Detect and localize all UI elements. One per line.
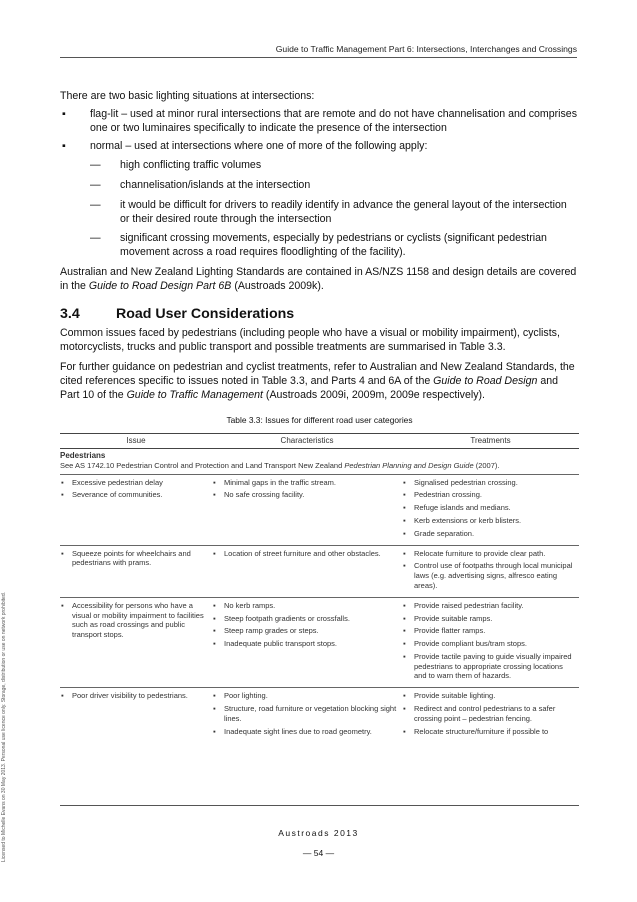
list-item: ▪ Poor lighting. [213,691,268,701]
square-bullet-icon: ▪ [213,490,216,500]
dash-item: — high conflicting traffic volumes [90,159,262,172]
list-item: ▪ Inadequate sight lines due to road geometry. [213,726,372,736]
list-item: ▪ Excessive pedestrian delay [61,477,163,487]
table-caption: Table 3.3: Issues for different road user categories [226,415,413,426]
square-bullet-icon: ▪ [61,548,64,558]
guide-reference: Guide to Road Design Part 6B [88,279,232,292]
list-item: ▪ Relocate furniture to provide clear path. [403,548,546,558]
table-row [60,597,579,688]
square-bullet-icon: ▪ [213,639,216,649]
square-bullet-icon: ▪ [61,490,64,500]
list-item: ▪ Poor driver visibility to pedestrians. [61,691,188,701]
header-characteristics: Characteristics [212,434,402,449]
footer-publisher: Austroads 2013 [278,828,359,838]
list-item: ▪ Inadequate public transport stops. [213,639,337,649]
square-bullet-icon: ▪ [213,548,216,558]
list-item: ▪ Signalised pedestrian crossing. [403,477,518,487]
list-item: ▪ No safe crossing facility. [213,490,305,500]
list-item: ▪ Provide flatter ramps. [403,626,486,636]
list-item: ▪ Provide tactile paving to guide visually impaired pedestrians to appropriate crossing locations and to warn them of hazards. [403,651,572,681]
list-item: ▪ Steep footpath gradients or crossfalls. [213,613,350,623]
square-bullet-icon: ▪ [403,548,406,558]
dash-item: — channelisation/islands at the intersection [90,178,311,191]
list-item: ▪ Minimal gaps in the traffic stream. [213,477,336,487]
header-issue: Issue [60,434,212,449]
table-row [60,545,579,597]
licence-watermark: Licensed to Michelle Evans on 30 May 2013. Personal use licence only. Storage, distribution or use on network prohibited. [1,591,7,862]
normal-conditions-list [60,159,579,260]
square-bullet-icon: ▪ [213,626,216,636]
square-bullet-icon: ▪ [213,704,216,714]
group-title: Pedestrians [60,450,106,460]
square-bullet-icon: ▪ [61,477,64,487]
square-bullet-icon: ▪ [213,613,216,623]
section-paragraph-2: For further guidance on pedestrian and cyclist treatments, refer to Australian and New Zealand Standards, the cited references specific to issues noted in Table 3.3, and Parts 4 and 6A of the Guide to Road Design and Part 10 of the Guide to Traffic Management (Austroads 2009i, 2009m, 2009e respectively). [60,360,575,401]
square-bullet-icon: ▪ [403,613,406,623]
cell-issues [60,688,212,743]
cell-characteristics [212,688,402,743]
list-item: ▪ Accessibility for persons who have a visual or mobility impairment to facilities such as road crossings and public transport stops. [61,600,204,640]
square-bullet-icon: ▪ [61,600,64,610]
square-bullet-icon: ▪ [403,503,406,513]
group-reference: See AS 1742.10 Pedestrian Control and Protection and Land Transport New Zealand Pedestrian Planning and Design Guide (2007). [60,460,500,470]
square-bullet-icon: ▪ [403,704,406,714]
dash-icon: — [90,159,101,172]
list-item: ▪ Provide suitable lighting. [403,691,496,701]
square-bullet-icon: ▪ [213,726,216,736]
list-item: ▪ Structure, road furniture or vegetation blocking sight lines. [213,704,397,723]
running-header: Guide to Traffic Management Part 6: Intersections, Interchanges and Crossings [60,44,577,58]
list-item: ▪ Kerb extensions or kerb blisters. [403,515,522,525]
dash-item: — significant crossing movements, especially by pedestrians or cyclists (significant pedestrian movement across a road requires floodlighting of the facility). [90,232,547,259]
square-bullet-icon: ▪ [62,107,66,120]
table-row [60,474,579,545]
cell-characteristics [212,474,402,545]
section-number: 3.4 [60,305,80,322]
page-number: — 54 — [302,848,335,858]
list-item: ▪ Provide raised pedestrian facility. [403,600,524,610]
square-bullet-icon: ▪ [403,490,406,500]
list-item: ▪ No kerb ramps. [213,600,276,610]
footer-rule [60,805,579,806]
cell-characteristics [212,545,402,597]
cell-treatments [402,474,579,545]
square-bullet-icon: ▪ [62,140,66,153]
square-bullet-icon: ▪ [403,626,406,636]
square-bullet-icon: ▪ [403,639,406,649]
list-item: ▪ Severance of communities. [61,490,163,500]
list-item: ▪ Relocate structure/furniture if possible to [403,726,549,736]
bullet-normal: ▪ normal – used at intersections where one of more of the following apply: — high conflicting traffic volumes — channelisation/islands at the intersection — it would be difficult for drivers to readily identify in advance the general layout of the intersection or their desired route through the intersection — significant crossing movements, especially by pedestrians or cyclists (significant pedestrian movement across a road requires floodlighting of the facility). [60,140,579,260]
cell-issues [60,597,212,688]
square-bullet-icon: ▪ [403,726,406,736]
cell-treatments [402,597,579,688]
cell-issues [60,474,212,545]
table-header-row [60,434,579,449]
list-item: ▪ Pedestrian crossing. [403,490,482,500]
section-heading [60,305,579,322]
road-user-issues-table [60,433,579,742]
list-item: ▪ Squeeze points for wheelchairs and pedestrians with prams. [61,548,191,568]
list-item: ▪ Provide compliant bus/tram stops. [403,639,527,649]
square-bullet-icon: ▪ [61,691,64,701]
square-bullet-icon: ▪ [403,561,406,571]
intro-lead: There are two basic lighting situations at intersections: [60,90,315,102]
guide-reference: Guide to Road Design [433,374,538,387]
list-item: ▪ Redirect and control pedestrians to a safer crossing point – pedestrian fencing. [403,704,556,723]
cell-treatments [402,688,579,743]
dash-icon: — [90,232,101,245]
table-body [60,474,579,742]
page-body [60,90,579,742]
square-bullet-icon: ▪ [403,600,406,610]
square-bullet-icon: ▪ [403,528,406,538]
guide-reference: Guide to Traffic Management [126,388,263,401]
bullet-flag-lit: ▪ flag-lit – used at minor rural intersections that are remote and do not have channelisation and comprises one or two luminaires specifically to indicate the presence of the intersection [62,107,577,134]
dash-icon: — [90,178,101,191]
square-bullet-icon: ▪ [403,515,406,525]
standards-paragraph: Australian and New Zealand Lighting Standards are contained in AS/NZS 1158 and design details are covered in the Guide to Road Design Part 6B (Austroads 2009k). [60,265,577,292]
section-title: Road User Considerations [116,305,295,322]
cell-characteristics [212,597,402,688]
list-item: ▪ Steep ramp grades or steps. [213,626,319,636]
cell-treatments [402,545,579,597]
section-paragraph-1: Common issues faced by pedestrians (including people who have a visual or mobility impairment), cyclists, motorcyclists, trucks and public transport and possible treatments are summarised in Table 3.3. [60,327,560,354]
square-bullet-icon: ▪ [403,651,406,661]
lighting-situations-list [60,108,579,260]
square-bullet-icon: ▪ [213,477,216,487]
dash-item: — it would be difficult for drivers to readily identify in advance the general layout of the intersection or their desired route through the intersection [90,198,567,225]
list-item: ▪ Location of street furniture and other obstacles. [213,548,381,558]
square-bullet-icon: ▪ [403,691,406,701]
list-item: ▪ Provide suitable ramps. [403,613,493,623]
cell-issues [60,545,212,597]
square-bullet-icon: ▪ [213,600,216,610]
list-item: ▪ Refuge islands and medians. [403,503,511,513]
table-row [60,688,579,743]
list-item: ▪ Grade separation. [403,528,475,538]
header-treatments: Treatments [402,434,579,449]
square-bullet-icon: ▪ [213,691,216,701]
list-item: ▪ Control use of footpaths through local municipal laws (e.g. advertising signs, alfresco eating areas). [403,561,573,590]
dash-icon: — [90,198,101,211]
square-bullet-icon: ▪ [403,477,406,487]
